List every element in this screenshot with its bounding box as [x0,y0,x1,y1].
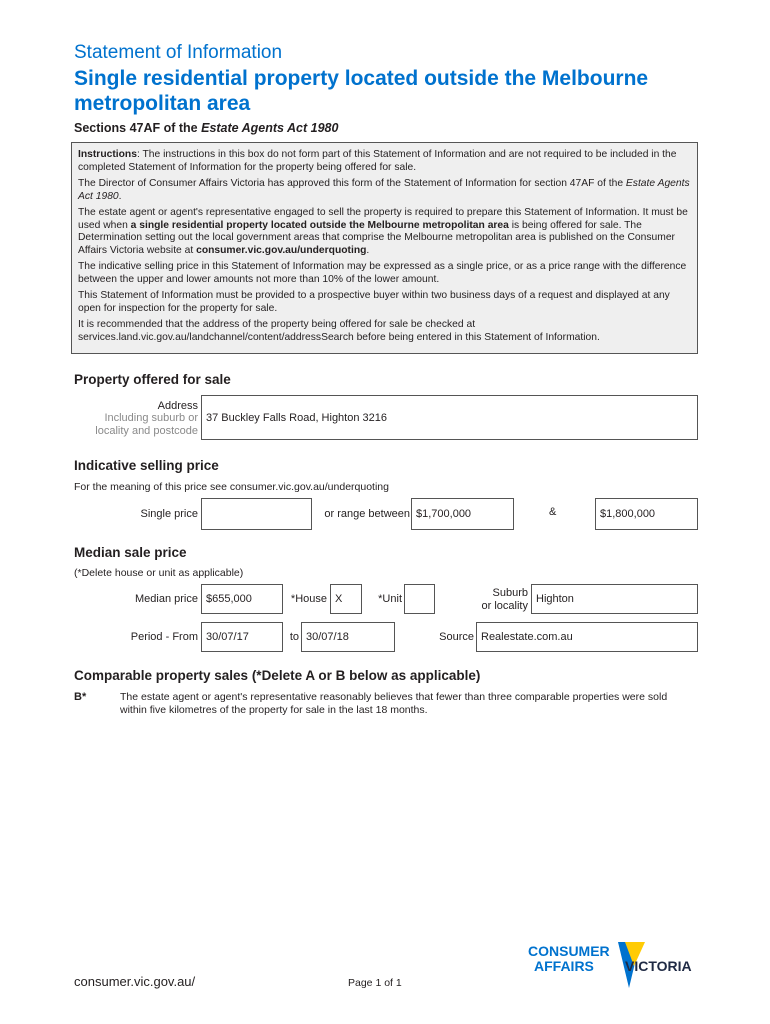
instructions-p1 [78,149,691,174]
range-low-field[interactable]: $1,700,000 [411,498,514,530]
consumer-affairs-victoria-logo [528,940,708,990]
unit-checkbox[interactable] [404,584,435,614]
source-field[interactable]: Realestate.com.au [476,622,698,652]
sections-prefix: Sections 47AF of the [74,121,202,135]
single-price-field[interactable] [201,498,312,530]
instructions-p1-text: : The instructions in this box do not form part of this Statement of Information and are not required to be included in the completed Statement of Information for the property being offered for sale. [78,149,677,173]
instructions-p2-text: The Director of Consumer Affairs Victoria has approved this form of the Statement of Information for section 47AF of the [78,178,626,189]
house-checkbox[interactable]: X [330,584,362,614]
instructions-p3 [78,207,691,257]
median-note: (*Delete house or unit as applicable) [74,567,244,579]
instructions-p3-link[interactable]: consumer.vic.gov.au/underquoting [196,244,367,256]
instructions-label: Instructions [78,149,137,160]
option-b-text: The estate agent or agent's representative reasonably believes that fewer than three comparable properties were sold within five kilometres of the property for sale in the last 18 months. [120,691,668,716]
median-price-field[interactable]: $655,000 [201,584,283,614]
instructions-p3-b: a single residential property located outside the Melbourne metropolitan area [130,219,509,231]
range-ampersand: & [549,506,557,518]
instructions-p2 [78,178,691,203]
logo-text-victoria: VICTORIA [625,958,692,974]
range-label: or range between [324,508,410,520]
period-to-field[interactable]: 30/07/18 [301,622,395,652]
page-number: Page 1 of 1 [348,977,402,989]
property-heading: Property offered for sale [74,372,231,387]
period-to-label: to [289,631,299,643]
unit-label: *Unit [378,593,402,605]
instructions-box [71,142,698,354]
footer-url[interactable]: consumer.vic.gov.au/ [74,974,196,989]
house-label: *House [290,593,327,605]
instructions-p3-a: The estate agent or agent's representative engaged to sell the property is required to prepare this Statement of Information. It must be used when [78,207,688,231]
suburb-field[interactable]: Highton [531,584,698,614]
instructions-p2-act: Estate Agents Act 1980 [78,178,690,202]
single-price-label: Single price [140,508,198,520]
comparable-heading: Comparable property sales (*Delete A or B below as applicable) [74,668,481,683]
instructions-p6: It is recommended that the address of the property being offered for sale be checked at services.land.vic.gov.au/landchannel/content/addressSearch before being entered in this Statement of Information. [78,319,600,343]
sections-reference [74,121,338,135]
instructions-p4: The indicative selling price in this Statement of Information may be expressed as a single price, or as a price range with the difference between the upper and lower amounts not more than 10% of the lower amount. [78,261,687,285]
period-from-field[interactable]: 30/07/17 [201,622,283,652]
source-label: Source [439,631,474,643]
address-field[interactable]: 37 Buckley Falls Road, Highton 3216 [201,395,698,440]
instructions-p2-end: . [118,190,122,202]
address-sublabel-1: Including suburb or [104,412,198,424]
instructions-p3-c: is being offered for sale. The Determination setting out the local government areas that comprise the Melbourne metropolitan area is published on the Consumer Affairs Victoria website at [78,219,675,256]
median-price-label: Median price [135,593,198,605]
logo-text-affairs: AFFAIRS [534,958,594,974]
range-high-field[interactable]: $1,800,000 [595,498,698,530]
indicative-heading: Indicative selling price [74,458,219,473]
suburb-label: Suburb [492,587,528,599]
document-title: Single residential property located outside the Melbourne metropolitan area [74,67,649,115]
instructions-p5: This Statement of Information must be provided to a prospective buyer within two business days of a request and displayed at any open for inspection for the property for sale. [78,290,670,314]
period-from-label: Period - From [130,631,198,643]
option-b-label: B* [74,691,87,703]
logo-text-consumer: CONSUMER [528,943,610,959]
median-heading: Median sale price [74,545,187,560]
indicative-note: For the meaning of this price see consumer.vic.gov.au/underquoting [74,481,389,493]
sections-act: Estate Agents Act 1980 [201,121,339,135]
suburb-label-2: or locality [481,600,528,612]
instructions-p3-e: . [366,244,370,256]
document-type: Statement of Information [74,42,283,63]
address-sublabel-2: locality and postcode [95,425,198,437]
address-label: Address [157,400,198,412]
